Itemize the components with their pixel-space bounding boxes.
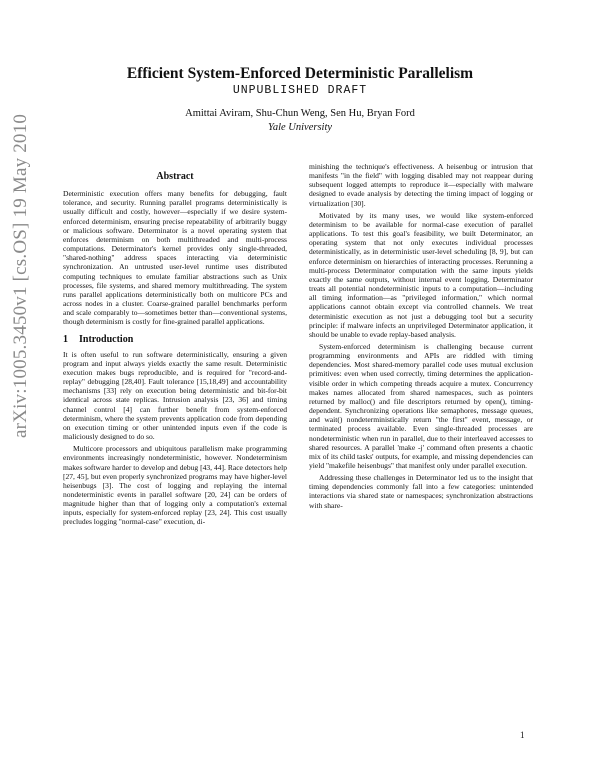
paragraph: Addressing these challenges in Determinator led us to the insight that timing dependencies commonly fall into a few categories: unintended interactions via shared state or namespaces; synchronization abstractions with share-	[309, 473, 533, 510]
right-column	[309, 162, 533, 510]
abstract-heading: Abstract	[156, 171, 194, 182]
abstract-text: Deterministic execution offers many benefits for debugging, fault tolerance, and security. Running parallel programs deterministically is usually difficult and costly, however—especially if we desire system-enforced determinism, ensuring precise repeatability of arbitrarily buggy or malicious software. Determinator is a novel operating system that enforces determinism on both multithreaded and multi-process computations. Determinator's kernel provides only single-threaded, "shared-nothing" address spaces interacting via deterministic synchronization. An untrusted user-level runtime uses distributed computing techniques to emulate familiar abstractions such as Unix processes, file systems, and shared memory multithreading. The system runs parallel applications deterministically both on multicore PCs and across nodes in a cluster. Coarse-grained parallel benchmarks perform and scale comparably to—sometimes better than—conventional systems, though determinism is costly for fine-grained parallel applications.	[63, 189, 287, 327]
section-number: 1	[63, 333, 68, 345]
paragraph: Multicore processors and ubiquitous parallelism make programming environments increasingly nondeterministic, however. Nondeterminism makes software harder to develop and debug [43, 44]. Race detectors help [27, 45], but even properly synchronized programs may have higher-level heisenbugs [3]. The cost of logging and replaying the internal nondeterministic events in parallel software [20, 24] can be orders of magnitude higher than that of logging only a computation's external inputs, especially for system-enforced replay [23, 24]. This cost usually precludes logging "normal-case" execution, di-	[63, 444, 287, 527]
paper-authors: Amittai Aviram, Shu-Chun Weng, Sen Hu, Bryan Ford	[185, 108, 415, 119]
paragraph: System-enforced determinism is challenging because current programming environments and APIs are riddled with timing dependencies. Most shared-memory parallel code uses mutual exclusion primitives: even when used correctly, timing determines the application-visible order in which competing threads acquire a mutex. Concurrency makes names allocated from shared namespaces, such as pointers returned by malloc() and file descriptors returned by open(), timing-dependent. Synchronizing operations like semaphores, message queues, and wait() nondeterministically return "the first" event, message, or terminated process available. Even single-threaded processes are nondeterministic when run in parallel, due to their interleaved accesses to shared resources. A parallel 'make -j' command often presents a chaotic mix of its child tasks' outputs, for example, and missing dependencies can yield "makefile heisenbugs" that manifest only under parallel execution.	[309, 341, 533, 470]
paragraph: minishing the technique's effectiveness. A heisenbug or intrusion that manifests "in the field" with logging disabled may not reappear during subsequent logged attempts to reproduce it—especially with malware designed to evade analysis by detecting the timing impact of logging or virtualization [30].	[309, 162, 533, 208]
paper-subtitle: UNPUBLISHED DRAFT	[232, 84, 368, 97]
section-title: Introduction	[79, 333, 134, 345]
arxiv-side-stamp: arXiv:1005.3450v1 [cs.OS] 19 May 2010	[10, 113, 31, 438]
paper-title: Efficient System-Enforced Deterministic Parallelism	[126, 65, 474, 82]
paragraph: Motivated by its many uses, we would like system-enforced determinism to be available for normal-case execution of parallel applications. To test this goal's feasibility, we built Determinator, an operating system that not only executes individual processes deterministically, as in deterministic user-level scheduling [8, 9], but can enforce determinism on hierarchies of interacting processes. Rerunning a multi-process Determinator computation with the same inputs yields exactly the same outputs, without internal event logging. Determinator treats all potential nondeterministic inputs to a computation—including all timing information—as "privileged information," which normal applications cannot obtain except via controlled channels. We treat deterministic execution as not just a debugging tool but a security principle: if malware infects an unprivileged Determinator application, it should be unable to evade replay-based analysis.	[309, 210, 533, 339]
paper-affiliation: Yale University	[267, 122, 333, 133]
section-heading	[63, 335, 287, 344]
page-number: 1	[520, 730, 525, 740]
paragraph: It is often useful to run software deterministically, ensuring a given program and input always yields exactly the same result. Deterministic execution makes bugs reproducible, and is required for "record-and-replay" debugging [28,40]. Fault tolerance [15,18,49] and accountability mechanisms [33] rely on execution being deterministic and bit-for-bit identical across state replicas. Intrusion analysis [23, 36] and timing channel control [4] can further benefit from system-enforced determinism, where the system prevents application code from depending on execution timing or other unintended inputs even if the code is maliciously designed to do so.	[63, 349, 287, 442]
left-column	[63, 172, 287, 527]
